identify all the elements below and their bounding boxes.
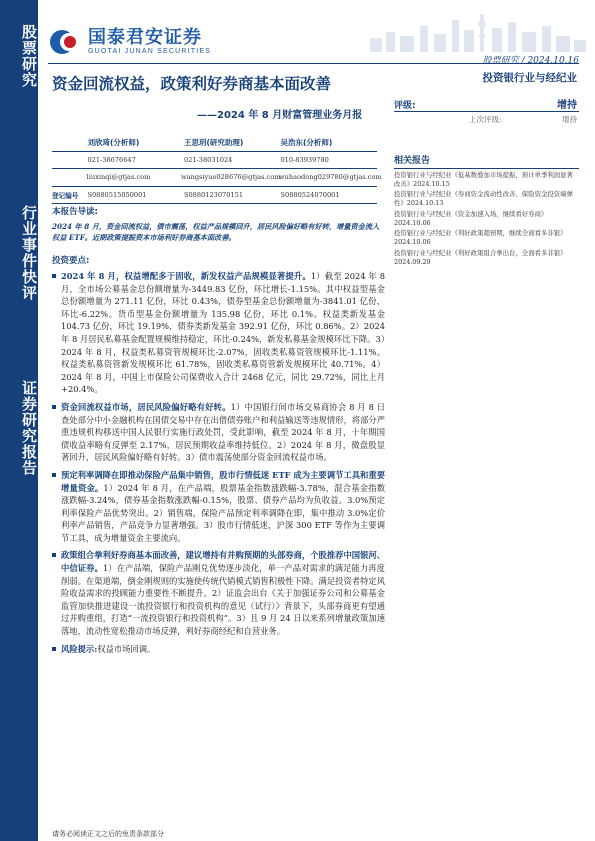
analyst-cert-row: [52, 188, 377, 203]
rating-box: [394, 96, 579, 126]
key-points-list: [52, 270, 385, 660]
analyst-email[interactable]: liuxinqi@gtjas.com: [86, 173, 151, 182]
key-point-text: 1）在产品端，保险产品刚兑优势逐步淡化，单一产品对需求的满足能力再度削弱。在渠道端，倒金刚规则的实施使传统代销模式销售积极性下降。满足投资者特定风险收益需求的投顾能力重要性不断提升。2）证监会出台《关于加强证券公司和公募基金监管加快推进建设一流投资银行和投资机构的意见（试行）》背景下，头部券商更有望通过并购重组，打造“一流投资银行和投资机构”。3）且 9 月 24 日以来系列增量政策加速落地，流动性宽松推动市场反弹，利好券商经纪和自营业务。: [61, 563, 385, 637]
analyst-cert: S0880515050001: [87, 190, 147, 199]
key-point-lead: 政策组合拳利好券商基本面改善，建议增持有并购预期的头部券商，个股推荐中国银河、中信证券。: [61, 550, 385, 574]
company-logo: [50, 28, 211, 55]
sidebar-label-stock-research: 股票研究: [20, 24, 38, 88]
analyst-email[interactable]: wuhaodong029780@gtjas.com: [279, 173, 382, 182]
city-skyline-icon: [360, 8, 590, 52]
key-point: [52, 549, 385, 637]
previous-rating-value: 增持: [562, 115, 577, 124]
rating-divider: [394, 111, 579, 112]
analyst-phone: 021-38676647: [87, 155, 136, 164]
key-point-lead: 2024 年 8 月，权益增配多于固收，新发权益产品规模显著提升。: [61, 271, 311, 281]
sidebar-label-event-review: 行业事件快评: [20, 205, 38, 301]
footer-disclaimer: 请务必阅读正文之后的免责条款部分: [52, 830, 164, 838]
analyst-name: 吴浩东(分析师): [280, 137, 333, 147]
analyst-phone: 021-38031024: [183, 155, 233, 164]
risk-warning-text: 权益市场回调。: [97, 643, 156, 654]
key-points-heading: 投资要点:: [52, 256, 90, 266]
analyst-table: [52, 135, 382, 205]
key-point-lead: 预定利率调降在即推动保险产品集中销售，股市行情低迷 ETF 成为主要调节工具和重要增量资金。: [61, 469, 385, 493]
header-divider: [48, 63, 579, 64]
analyst-phone: 010-83939780: [280, 155, 329, 164]
left-sidebar-band: [0, 0, 38, 841]
industry-name: 投资银行业与经纪业: [482, 72, 577, 84]
related-report-item[interactable]: 投资银行业与经纪业《低基数叠加市场提振，预计单季利润显著改善》2024.10.15: [394, 170, 573, 188]
guide-text: 2024 年 8 月，资金回流权益，债市震荡，权益产品规模回升，居民风险偏好略有好转，增量资金流入权益 ETF。近期政策提振资本市场利好券商基本面改善。: [52, 222, 380, 242]
related-reports-title: 相关报告: [394, 153, 579, 169]
analyst-email[interactable]: wangsiyue028676@gtjas.com: [181, 173, 281, 182]
report-title: 资金回流权益，政策利好券商基本面改善: [52, 75, 332, 93]
analyst-email-row: [52, 170, 382, 185]
risk-warning: [52, 643, 385, 656]
key-point: [52, 401, 385, 464]
related-report-item[interactable]: 投资银行业与经纪业《资金加速入场，继续看好券商》2024.10.06: [394, 209, 548, 227]
analyst-name-row: [52, 135, 377, 150]
key-point-text: 1）中国银行间市场交易商协会 8 月 8 日查处部分中小金融机构在国债交易中存在出借债券账户和利益输送等违规情形，将部分严重违规机构移送中国人民银行实施行政处罚，受此影响，截至 2024 年 8 月，十年期国债收益率略有反弹至 2.17%，居民预期收益率维持低位。2）2024 年 8 月，微盘股显著回升，居民风险偏好略有好转。3）债市震荡使部分资金回流权益市场。: [61, 401, 385, 463]
logo-name-cn: 国泰君安证券: [88, 27, 202, 48]
guide-heading: 本报告导读:: [52, 207, 98, 217]
report-meta: 股票研究 / 2024.10.16: [482, 56, 579, 66]
analyst-name: 刘欣琦(分析师): [87, 137, 140, 147]
rating-value: 增持: [557, 100, 577, 111]
logo-name-en: GUOTAI JUNAN SECURITIES: [88, 48, 212, 55]
related-report-item[interactable]: 投资银行业与经纪业《利好政策组合拳出台，全面看多非银》2024.09.29: [394, 248, 567, 266]
report-subtitle: ——2024 年 8 月财富管理业务月报: [197, 110, 363, 121]
previous-rating-label: 上次评级:: [469, 115, 502, 124]
related-report-item[interactable]: 投资银行业与经纪业《利好政策超预期，继续全面看多非银》2024.10.06: [394, 229, 567, 246]
cert-label: 登记编号: [52, 191, 79, 200]
key-point-lead: 资金回流权益市场，居民风险偏好略有好转。: [61, 401, 231, 412]
risk-warning-lead: 风险提示:: [61, 643, 98, 654]
related-report-item[interactable]: 投资银行业与经纪业《券商资金流动性改善，保险资金投资端弹性》2024.10.13: [394, 190, 573, 207]
logo-mark-icon: [50, 30, 82, 54]
analyst-cert: S0880123070151: [183, 190, 244, 199]
rating-label: 评级:: [394, 101, 416, 111]
key-point: [52, 270, 385, 396]
key-point: [52, 469, 385, 545]
key-point-text: 1）截至 2024 年 8 月，全市场公募基金总份额增量为-3449.83 亿份，环比增长-1.15%。其中权益型基金总份额增量为 271.11 亿份，环比 0.43%，债券型基金总份额增量为-3841.01 亿份，环比-6.22%。货币型基金份额增量为 135.98 亿份，环比 0.1%。权益类新发基金 104.73 亿份，环比 19.19%，债券类新发基金 392.91 亿份，环比 0.86%。2）2024 年 8 月居民私募基金配置规模维持稳定，环比-0.24%，新发私募基金规模环比下降。3）2024 年 8 月，权益类私募资管规模环比-2.07%，固收类私募资管规模环比-1.11%。权益类私募资管新发规模环比 61.78%，固收类私募资管新发规模环比 40.71%。4）2024 年 8 月，中国上市保险公司保费收入合计 2468 亿元，同比 29.72%，同比上月+20.4%。: [61, 271, 385, 395]
analyst-cert: S0880524070001: [280, 190, 340, 199]
key-point-text: 1）2024 年 8 月，在产品端，股票基金指数涨跌幅-3.78%，混合基金指数涨跌幅-3.24%，债券基金指数涨跌幅-0.15%，股票、债券产品均为负收益。3.0%预定利率保险产品优势突出。2）销售端，保险产品预定利率调降在即，集中推动 3.0%定价利率产品销售，产品竞争力显著增强。3）股市行情低迷，沪深 300 ETF 等作为主要调节工具，成为增量资金主要流向。: [61, 482, 385, 543]
analyst-name: 王思玥(研究助理): [183, 137, 244, 147]
related-reports: [394, 153, 579, 267]
sidebar-label-securities-report: 证券研究报告: [20, 380, 38, 476]
analyst-phone-row: [52, 153, 377, 168]
